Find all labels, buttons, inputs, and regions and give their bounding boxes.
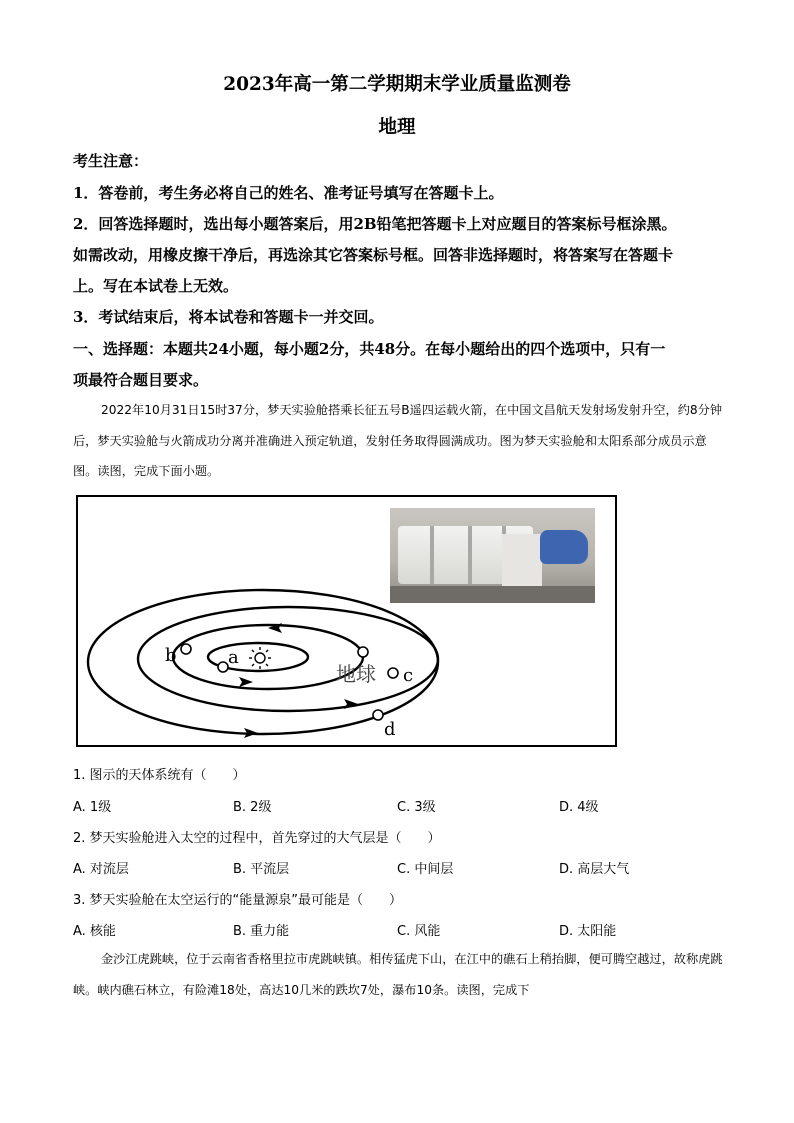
- orbit-diagram: [78, 497, 615, 745]
- question-1-stem: 1. 图示的天体系统有（ ）: [73, 768, 246, 783]
- q3-option-a[interactable]: A. 核能: [73, 924, 116, 939]
- arrow-orbit-a-bottom: [239, 677, 253, 687]
- label-b: b: [165, 645, 177, 666]
- passage-1: 2022年10月31日15时37分，梦天实验舱搭乘长征五号B遥四运载火箭，在中国文昌航天发射场发射升空，约8分钟后，梦天实验舱与火箭成功分离并准确进入预定轨道，发射任务取得圆满成功。图为梦天实验舱和太阳系部分成员示意图。读图，完成下面小题。: [73, 403, 723, 478]
- notice-item-3: 3．考试结束后，将本试卷和答题卡一并交回。: [73, 308, 384, 326]
- notice-item-2-cont: 如需改动，用橡皮擦干净后，再选涂其它答案标号框。回答非选择题时，将答案写在答题卡: [73, 246, 674, 264]
- label-earth: 地球: [336, 662, 376, 686]
- notice-item-2: 2．回答选择题时，选出每小题答案后，用2B铅笔把答题卡上对应题目的答案标号框涂黑。: [73, 215, 677, 233]
- planet-a: [218, 662, 228, 672]
- q1-option-b[interactable]: B. 2级: [233, 800, 272, 815]
- q2-option-d[interactable]: D. 高层大气: [559, 862, 630, 877]
- q3-option-d[interactable]: D. 太阳能: [559, 924, 617, 939]
- planet-b: [181, 644, 191, 654]
- label-d: d: [384, 719, 396, 740]
- section-heading-line2: 项最符合题目要求。: [73, 371, 209, 389]
- question-2-stem: 2. 梦天实验舱进入太空的过程中，首先穿过的大气层是（ ）: [73, 831, 441, 846]
- section-heading-line1: 一、选择题：本题共24小题，每小题2分，共48分。在每小题给出的四个选项中，只有一: [73, 340, 666, 358]
- q1-option-c[interactable]: C. 3级: [397, 800, 436, 815]
- orbit-c: [138, 607, 438, 711]
- q2-option-b[interactable]: B. 平流层: [233, 862, 290, 877]
- planet-earth: [358, 647, 368, 657]
- notice-item-1: 1．答卷前，考生务必将自己的姓名、准考证号填写在答题卡上。: [73, 184, 504, 202]
- planet-c: [388, 668, 398, 678]
- label-c: c: [403, 665, 414, 686]
- question-3-stem: 3. 梦天实验舱在太空运行的“能量源泉”最可能是（ ）: [73, 893, 403, 908]
- label-a: a: [228, 647, 239, 668]
- passage-2: 金沙江虎跳峡，位于云南省香格里拉市虎跳峡镇。相传猛虎下山，在江中的礁石上稍抬脚，便可腾空越过，故称虎跳峡。峡内礁石林立，有险滩18处，高达10几米的跌坎7处，瀑布10条。读图，完成下: [73, 952, 723, 997]
- orbit-b: [173, 625, 363, 689]
- q3-option-c[interactable]: C. 风能: [397, 924, 441, 939]
- q3-option-b[interactable]: B. 重力能: [233, 924, 290, 939]
- notice-item-2-end: 上。写在本试卷上无效。: [73, 277, 239, 295]
- solar-system-figure: [76, 495, 617, 747]
- sun-icon: [249, 647, 271, 669]
- planet-d: [373, 710, 383, 720]
- exam-subject: 地理: [378, 117, 416, 138]
- exam-title: 2023年高一第二学期期末学业质量监测卷: [223, 74, 571, 95]
- notice-heading: 考生注意：: [73, 152, 149, 170]
- q2-option-a[interactable]: A. 对流层: [73, 862, 129, 877]
- q2-option-c[interactable]: C. 中间层: [397, 862, 454, 877]
- q1-option-a[interactable]: A. 1级: [73, 800, 112, 815]
- q1-option-d[interactable]: D. 4级: [559, 800, 599, 815]
